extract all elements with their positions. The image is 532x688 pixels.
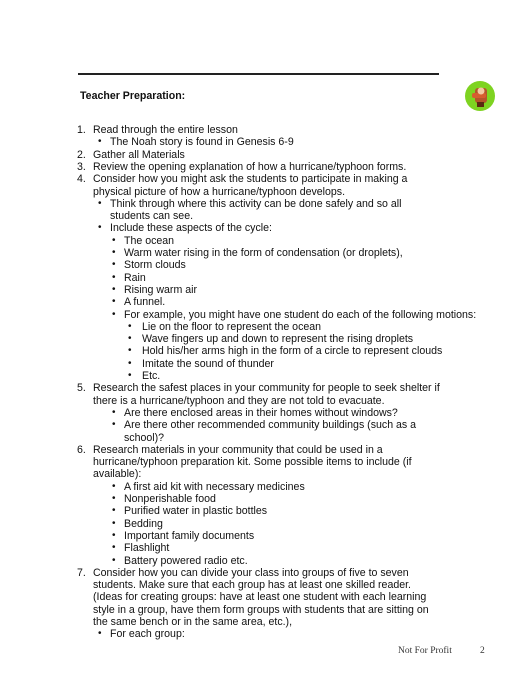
footer-label: Not For Profit: [398, 646, 452, 656]
bullet-icon: •: [112, 283, 116, 295]
teacher-icon: [464, 80, 496, 112]
list-line-text: available):: [93, 468, 142, 481]
bullet-icon: •: [128, 370, 132, 381]
bullet-icon: •: [112, 259, 116, 271]
list-line-text: Research the safest places in your community for people to seek shelter if: [93, 382, 440, 395]
list-line-text: Rain: [124, 271, 146, 284]
bullet-icon: •: [112, 308, 116, 320]
list-number: 6.: [77, 443, 86, 456]
bullet-icon: •: [112, 234, 116, 246]
list-line-text: Think through where this activity can be done safely and so all: [110, 197, 402, 210]
list-line-text: Are there other recommended community buildings (such as a: [124, 419, 417, 432]
bullet-icon: •: [98, 136, 102, 148]
bullet-icon: •: [112, 247, 116, 258]
list-line-text: (Ideas for creating groups: have at least one student with each learning: [93, 591, 427, 604]
bullet-icon: •: [112, 542, 116, 554]
bullet-icon: •: [98, 628, 102, 640]
bullet-icon: •: [112, 517, 116, 529]
bullet-icon: •: [112, 296, 116, 308]
list-line-text: Storm clouds: [124, 259, 186, 272]
list-line-text: the same bench or in the same area, etc.),: [93, 616, 293, 628]
bullet-icon: •: [128, 345, 132, 357]
bullet-icon: •: [128, 333, 132, 345]
bullet-icon: •: [98, 197, 102, 209]
list-number: 5.: [77, 382, 86, 395]
list-line-text: Purified water in plastic bottles: [124, 505, 268, 518]
list-line-text: The Noah story is found in Genesis 6-9: [110, 136, 294, 149]
list-line-text: Research materials in your community that could be used in a: [93, 443, 383, 456]
list-line-text: Important family documents: [124, 529, 255, 542]
bullet-icon: •: [112, 493, 116, 504]
bullet-icon: •: [98, 222, 102, 234]
list-line-text: students can see.: [110, 210, 194, 223]
list-number: 2.: [77, 148, 86, 161]
list-line-text: Nonperishable food: [124, 493, 216, 505]
list-number: 1.: [77, 124, 86, 136]
bullet-icon: •: [112, 480, 116, 492]
list-line-text: Gather all Materials: [93, 148, 185, 161]
list-line-text: Battery powered radio etc.: [124, 554, 248, 567]
list-line-text: Include these aspects of the cycle:: [110, 222, 272, 235]
list-line-text: Rising warm air: [124, 283, 197, 296]
bullet-icon: •: [112, 419, 116, 431]
list-line-text: students. Make sure that each group has at least one skilled reader.: [93, 579, 412, 592]
bullet-icon: •: [112, 554, 116, 566]
list-line-text: there is a hurricane/typhoon and they are not told to evacuate.: [93, 394, 385, 407]
list-line-text: physical picture of how a hurricane/typhoon develops.: [93, 185, 346, 198]
list-line-text: Flashlight: [124, 542, 170, 555]
list-line-text: Are there enclosed areas in their homes without windows?: [124, 406, 398, 419]
list-number: 3.: [77, 160, 86, 173]
list-line-text: The ocean: [124, 234, 175, 247]
list-line-text: Read through the entire lesson: [93, 124, 238, 136]
bullet-icon: •: [112, 406, 116, 418]
list-number: 4.: [77, 173, 86, 186]
bullet-icon: •: [128, 357, 132, 369]
bullet-icon: •: [128, 320, 132, 332]
list-line-text: Etc.: [142, 370, 161, 382]
bullet-icon: •: [112, 271, 116, 283]
list-line-text: Consider how you can divide your class into groups of five to seven: [93, 566, 409, 579]
header-rule: [78, 73, 439, 75]
page-number: 2: [480, 646, 485, 656]
list-line-text: Hold his/her arms high in the form of a circle to represent clouds: [142, 345, 443, 358]
list-line-text: A funnel.: [124, 296, 166, 309]
list-line-text: Review the opening explanation of how a hurricane/typhoon forms.: [93, 160, 407, 173]
list-line-text: Lie on the floor to represent the ocean: [142, 320, 322, 333]
list-line-text: Imitate the sound of thunder: [142, 357, 274, 370]
bullet-icon: •: [112, 529, 116, 541]
list-line-text: school)?: [124, 431, 165, 444]
list-line-text: For example, you might have one student do each of the following motions:: [124, 308, 477, 321]
section-heading: Teacher Preparation:: [80, 90, 186, 102]
bullet-icon: •: [112, 505, 116, 517]
list-line-text: Consider how you might ask the students to participate in making a: [93, 173, 408, 186]
list-line-text: Wave fingers up and down to represent the rising droplets: [142, 333, 414, 346]
list-line-text: Bedding: [124, 517, 163, 530]
list-line-text: hurricane/typhoon preparation kit. Some possible items to include (if: [93, 456, 412, 469]
list-line-text: Warm water rising in the form of condensation (or droplets),: [124, 247, 403, 259]
list-number: 7.: [77, 566, 86, 579]
list-line-text: style in a group, have them form groups with students that are sitting on: [93, 603, 429, 616]
list-line-text: A first aid kit with necessary medicines: [124, 480, 305, 493]
list-line-text: For each group:: [110, 628, 185, 641]
